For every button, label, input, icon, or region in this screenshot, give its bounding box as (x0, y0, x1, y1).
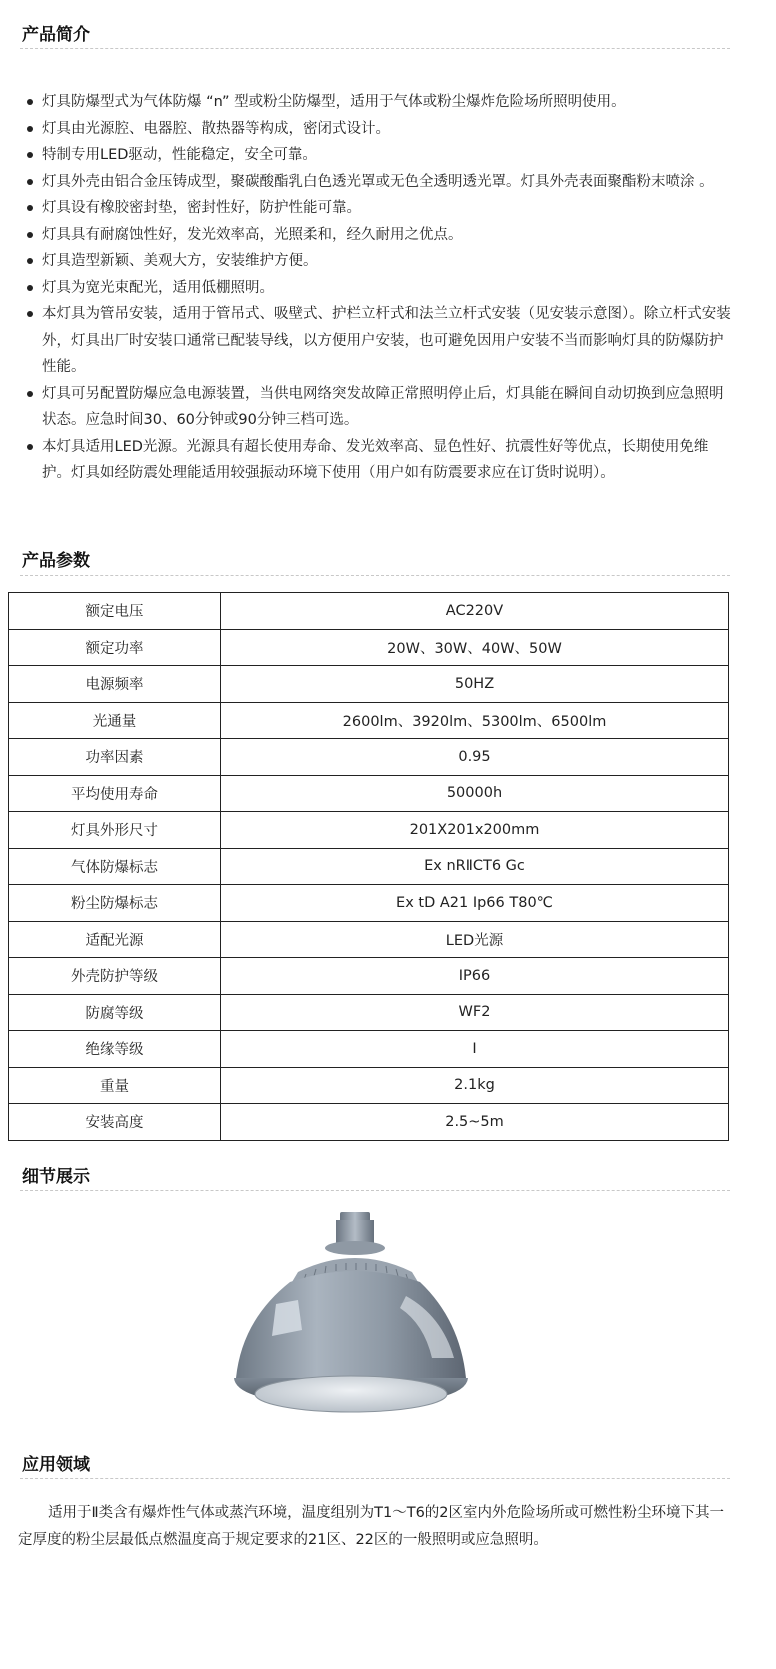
param-value: 50HZ (221, 666, 729, 703)
section-divider (20, 1190, 730, 1191)
param-label: 电源频率 (9, 666, 221, 703)
lamp-label-plate (272, 1300, 302, 1336)
param-value: 2.1kg (221, 1067, 729, 1104)
intro-list-item: 灯具外壳由铝合金压铸成型，聚碳酸酯乳白色透光罩或无色全透明透光罩。灯具外壳表面聚酯粉末喷涂 。 (22, 169, 734, 196)
param-label: 防腐等级 (9, 994, 221, 1031)
table-row (9, 1104, 729, 1141)
table-row (9, 593, 729, 630)
intro-list (22, 89, 734, 487)
table-row (9, 1067, 729, 1104)
table-row (9, 1031, 729, 1068)
intro-list-item: 灯具具有耐腐蚀性好，发光效率高，光照柔和，经久耐用之优点。 (22, 222, 734, 249)
param-label: 平均使用寿命 (9, 775, 221, 812)
param-value: 20W、30W、40W、50W (221, 629, 729, 666)
table-row (9, 739, 729, 776)
table-row (9, 848, 729, 885)
section-title-details: 细节展示 (22, 1167, 90, 1187)
table-row (9, 775, 729, 812)
param-value: AC220V (221, 593, 729, 630)
param-label: 安装高度 (9, 1104, 221, 1141)
lamp-collar (325, 1241, 385, 1255)
intro-list-item: 灯具可另配置防爆应急电源装置，当供电网络突发故障正常照明停止后，灯具能在瞬间自动切换到应急照明状态。应急时间30、60分钟或90分钟三档可选。 (22, 381, 734, 434)
table-row (9, 812, 729, 849)
param-value: 50000h (221, 775, 729, 812)
parameter-table (8, 592, 729, 1141)
table-row (9, 702, 729, 739)
table-row (9, 885, 729, 922)
product-lamp-image (228, 1208, 474, 1438)
param-value: IP66 (221, 958, 729, 995)
section-divider (20, 575, 730, 576)
param-label: 额定功率 (9, 629, 221, 666)
param-value: 0.95 (221, 739, 729, 776)
section-title-params: 产品参数 (22, 551, 90, 571)
intro-list-item: 灯具为宽光束配光，适用低棚照明。 (22, 275, 734, 302)
table-row (9, 994, 729, 1031)
table-row (9, 921, 729, 958)
param-value: 2.5~5m (221, 1104, 729, 1141)
param-value: WF2 (221, 994, 729, 1031)
param-label: 灯具外形尺寸 (9, 812, 221, 849)
param-label: 额定电压 (9, 593, 221, 630)
param-label: 粉尘防爆标志 (9, 885, 221, 922)
intro-list-item: 灯具造型新颖、美观大方，安装维护方便。 (22, 248, 734, 275)
param-label: 绝缘等级 (9, 1031, 221, 1068)
intro-list-item: 灯具由光源腔、电器腔、散热器等构成，密闭式设计。 (22, 116, 734, 143)
param-label: 适配光源 (9, 921, 221, 958)
param-label: 重量 (9, 1067, 221, 1104)
section-title-application: 应用领域 (22, 1455, 90, 1475)
param-value: LED光源 (221, 921, 729, 958)
param-label: 气体防爆标志 (9, 848, 221, 885)
intro-list-item: 本灯具适用LED光源。光源具有超长使用寿命、发光效率高、显色性好、抗震性好等优点，长期使用免维护。灯具如经防震处理能适用较强振动环境下使用（用户如有防震要求应在订货时说明）。 (22, 434, 734, 487)
application-paragraph: 适用于Ⅱ类含有爆炸性气体或蒸汽环境，温度组别为T1～T6的2区室内外危险场所或可燃性粉尘环境下其一定厚度的粉尘层最低点燃温度高于规定要求的21区、22区的一般照明或应急照明。 (18, 1505, 725, 1548)
intro-list-item: 本灯具为管吊安装，适用于管吊式、吸壁式、护栏立杆式和法兰立杆式安装（见安装示意图）。除立杆式安装外，灯具出厂时安装口通常已配装导线，以方便用户安装，也可避免因用户安装不当而影响灯具的防爆防护性能。 (22, 301, 734, 381)
intro-list-item: 特制专用LED驱动，性能稳定，安全可靠。 (22, 142, 734, 169)
section-divider (20, 48, 730, 49)
section-divider (20, 1478, 730, 1479)
table-row (9, 666, 729, 703)
param-label: 光通量 (9, 702, 221, 739)
param-value: 2600lm、3920lm、5300lm、6500lm (221, 702, 729, 739)
section-title-intro: 产品简介 (22, 25, 90, 45)
param-label: 外壳防护等级 (9, 958, 221, 995)
table-row (9, 629, 729, 666)
intro-list-item: 灯具防爆型式为气体防爆 “n” 型或粉尘防爆型，适用于气体或粉尘爆炸危险场所照明使用。 (22, 89, 734, 116)
param-value: Ex nRⅡCT6 Gc (221, 848, 729, 885)
param-value: I (221, 1031, 729, 1068)
param-label: 功率因素 (9, 739, 221, 776)
table-row (9, 958, 729, 995)
param-value: 201X201x200mm (221, 812, 729, 849)
intro-list-item: 灯具设有橡胶密封垫，密封性好，防护性能可靠。 (22, 195, 734, 222)
param-value: Ex tD A21 Ip66 T80℃ (221, 885, 729, 922)
